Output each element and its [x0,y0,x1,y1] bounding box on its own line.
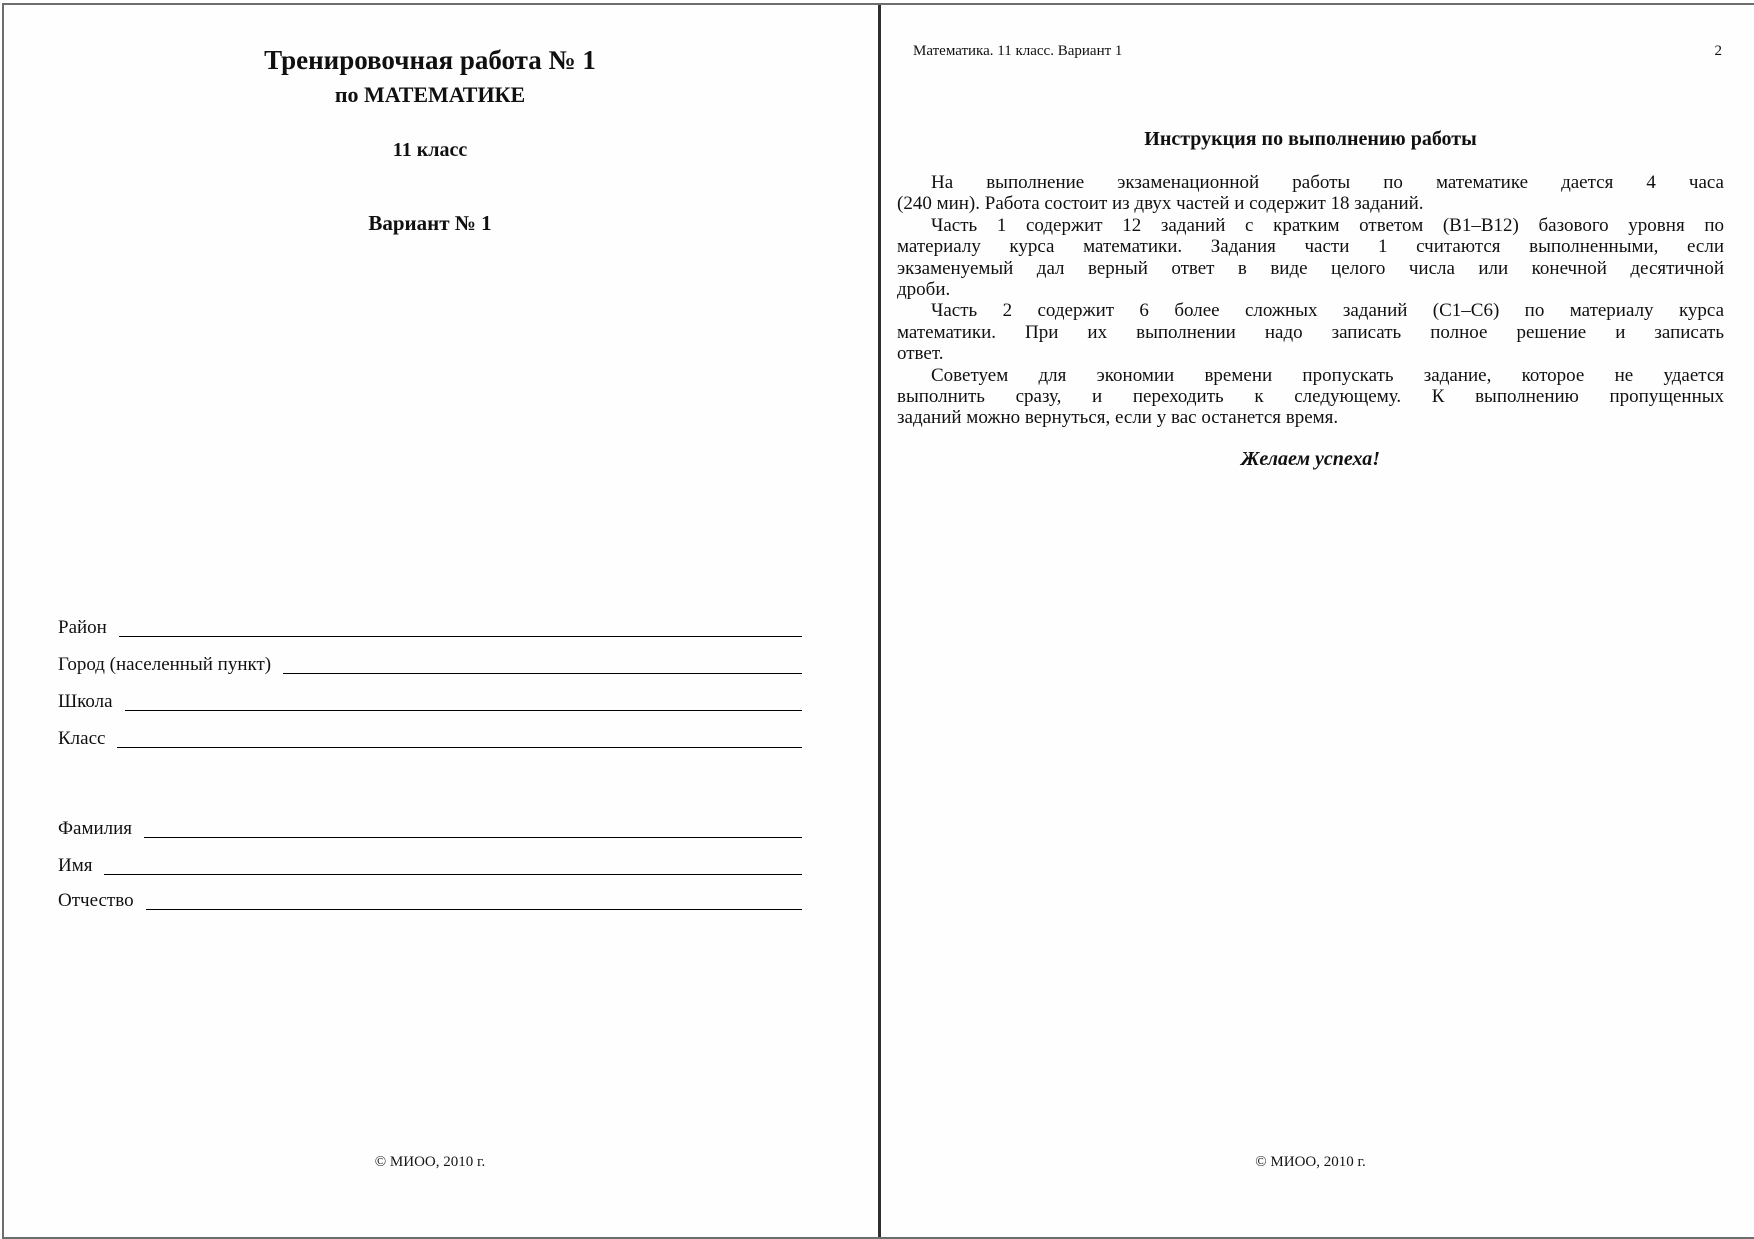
blank-line-firstname [104,874,802,875]
field-row-city [58,646,802,675]
field-label-class: Класс [58,728,106,750]
blank-line-city [283,673,802,674]
field-label-firstname: Имя [58,855,93,877]
paragraph-line: материалу курса математики. Задания части 1 считаются выполненными, если [897,236,1724,258]
paragraph-line: Советуем для экономии времени пропускать задание, которое не удается [931,364,1724,386]
instructions-page [878,5,1754,1237]
instructions-body [897,172,1724,429]
field-label-patronymic: Отчество [58,890,134,912]
variant-label: Вариант № 1 [368,211,492,235]
paragraph-line: выполнить сразу, и переходить к следующему. К выполнению пропущенных [897,386,1724,408]
paragraph-line: (240 мин). Работа состоит из двух частей и содержит 18 заданий. [897,193,1424,215]
paragraph-line: экзаменуемый дал верный ответ в виде целого числа или конечной десятичной [897,257,1724,279]
running-head-text: Математика. 11 класс. Вариант 1 [913,43,1123,59]
paragraph-line: Часть 2 содержит 6 более сложных заданий (С1–С6) по материалу курса [931,300,1724,322]
paragraph-line: ответ. [897,343,944,365]
page-number: 2 [1714,43,1722,59]
field-label-city: Город (населенный пункт) [58,654,272,676]
copyright-footer-right: © МИОО, 2010 г. [1255,1154,1366,1170]
blank-line-district [119,636,802,637]
copyright-footer-left: © МИОО, 2010 г. [374,1154,486,1170]
work-subject: по МАТЕМАТИКЕ [334,82,526,107]
work-title: Тренировочная работа № 1 [264,45,596,75]
field-row-firstname [58,847,802,876]
field-row-surname [58,810,802,839]
paragraph-line: На выполнение экзаменационной работы по математике дается 4 часа [931,172,1724,193]
paragraph-line: заданий можно вернуться, если у вас останется время. [897,407,1339,429]
paragraph-line: дроби. [897,279,951,301]
title-page [4,5,878,1237]
field-row-class [58,720,802,749]
field-row-district [58,609,802,638]
blank-line-school [125,710,802,711]
good-luck-message: Желаем успеха! [1240,448,1381,470]
field-label-district: Район [58,617,107,639]
two-page-spread [2,3,1754,1239]
paragraph-line: математики. При их выполнении надо записать полное решение и записать [897,321,1724,343]
field-row-school [58,683,802,712]
field-label-surname: Фамилия [58,818,133,840]
grade-label: 11 класс [392,139,468,161]
blank-line-patronymic [146,909,802,910]
instructions-heading: Инструкция по выполнению работы [1144,128,1477,150]
blank-line-surname [144,837,802,838]
paragraph-line: Часть 1 содержит 12 заданий с кратким ответом (В1–В12) базового уровня по [931,214,1724,236]
field-row-patronymic [58,882,802,911]
blank-line-class [117,747,802,748]
field-label-school: Школа [58,691,113,713]
running-head [913,43,1722,60]
